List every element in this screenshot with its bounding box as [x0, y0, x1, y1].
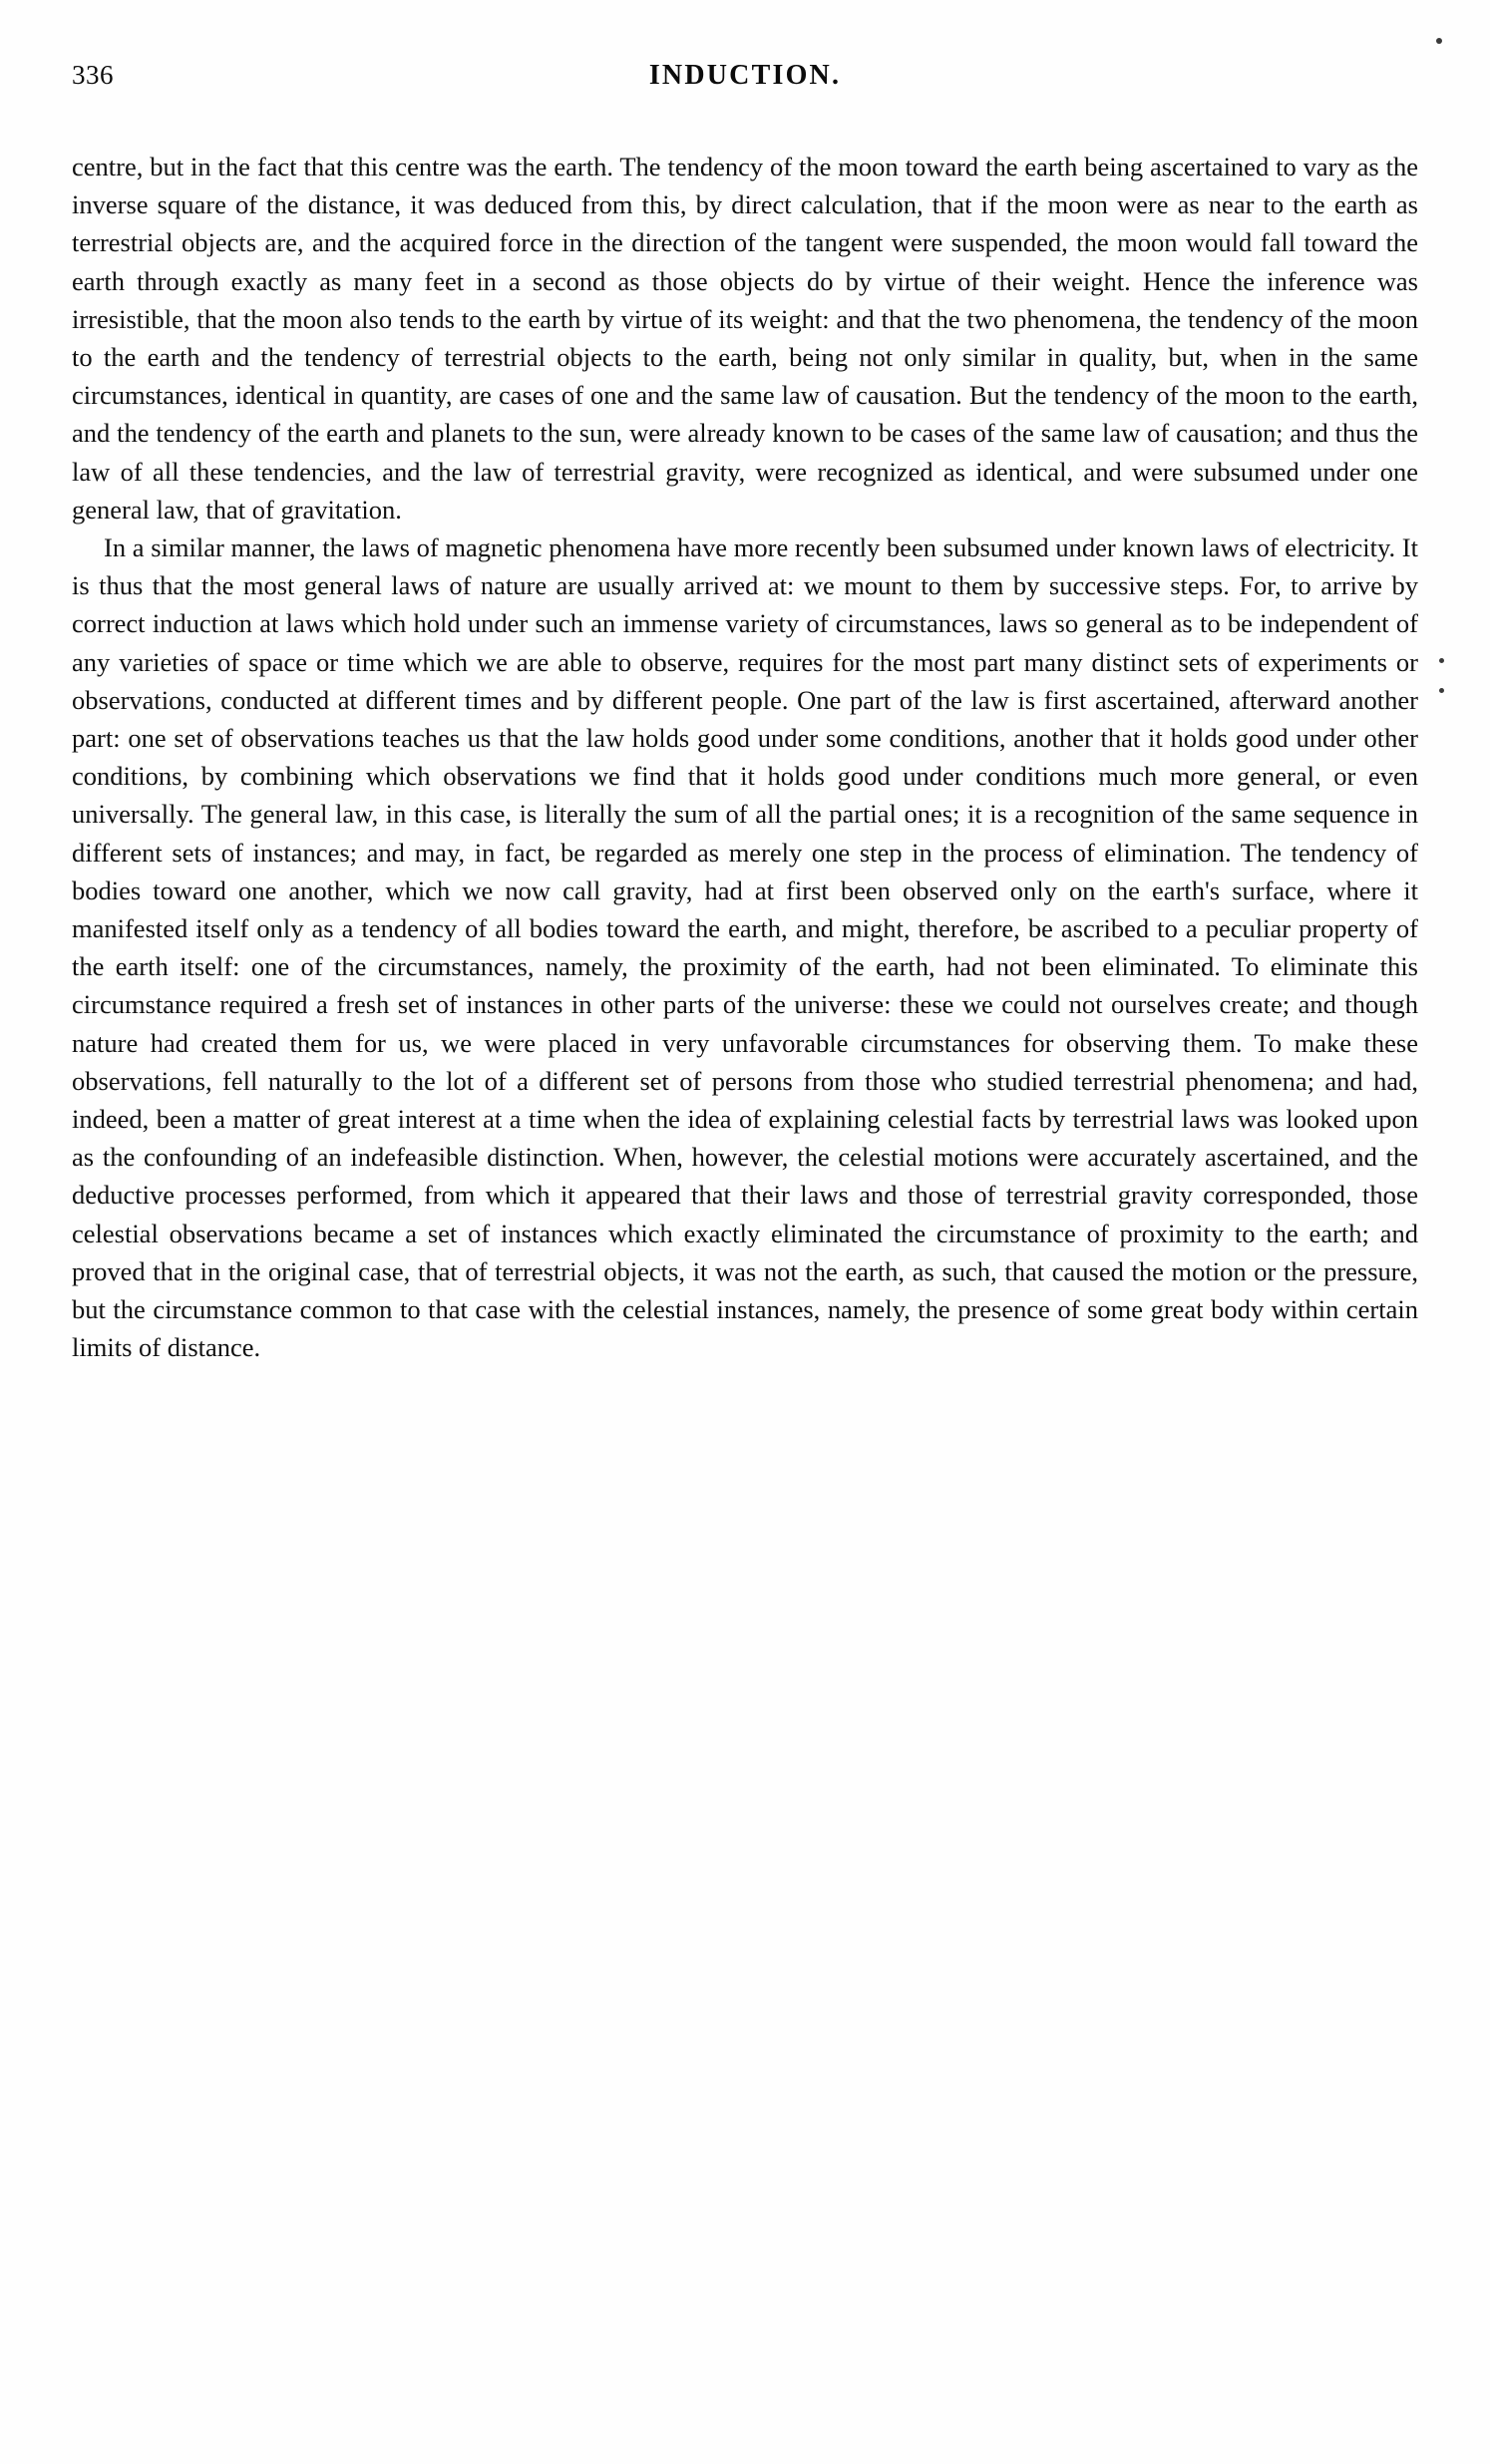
- page-body: [72, 148, 1418, 1367]
- speck-mark-icon: [1439, 688, 1444, 693]
- speck-mark-icon: [1439, 658, 1444, 663]
- running-head: INDUCTION.: [648, 60, 842, 91]
- speck-mark-icon: [1436, 38, 1442, 44]
- paragraph-1: centre, but in the fact that this centre was the earth. The tendency of the moon toward the earth being ascertained to vary as the inverse square of the distance, it was deduced from this, by direct calculation, that if the moon were as near to the earth as terrestrial objects are, and the acquired force in the direction of the tangent were suspended, the moon would fall toward the earth through exactly as many feet in a second as those objects do by virtue of their weight. Hence the inference was irresistible, that the moon also tends to the earth by virtue of its weight: and that the two phenomena, the tendency of the moon to the earth and the tendency of terrestrial objects to the earth, being not only similar in quality, but, when in the same circumstances, identical in quantity, are cases of one and the same law of causation. But the tendency of the moon to the earth, and the tendency of the earth and planets to the sun, were already known to be cases of the same law of causation; and thus the law of all these tendencies, and the law of terrestrial gravity, were recognized as identical, and were subsumed under one general law, that of gravitation.: [72, 152, 1418, 525]
- page-header: [0, 60, 1490, 100]
- paragraph-2: In a similar manner, the laws of magnetic phenomena have more recently been subsumed under known laws of electricity. It is thus that the most general laws of nature are usually arrived at: we mount to them by successive steps. For, to arrive by correct induction at laws which hold under such an immense variety of circumstances, laws so general as to be independent of any varieties of space or time which we are able to observe, requires for the most part many distinct sets of experiments or observations, conducted at different times and by different people. One part of the law is first ascertained, afterward another part: one set of observations teaches us that the law holds good under some conditions, another that it holds good under other conditions, by combining which observations we find that it holds good under conditions much more general, or even universally. The general law, in this case, is literally the sum of all the partial ones; it is a recognition of the same sequence in different sets of instances; and may, in fact, be regarded as merely one step in the process of elimination. The tendency of bodies toward one another, which we now call gravity, had at first been observed only on the earth's surface, where it manifested itself only as a tendency of all bodies toward the earth, and might, therefore, be ascribed to a peculiar property of the earth itself: one of the circumstances, namely, the proximity of the earth, had not been eliminated. To eliminate this circumstance required a fresh set of instances in other parts of the universe: these we could not ourselves create; and though nature had created them for us, we were placed in very unfavorable circumstances for observing them. To make these observations, fell naturally to the lot of a different set of persons from those who studied terrestrial phenomena; and had, indeed, been a matter of great interest at a time when the idea of explaining celestial facts by terrestrial laws was looked upon as the confounding of an indefeasible distinction. When, however, the celestial motions were accurately ascertained, and the deductive processes performed, from which it appeared that their laws and those of terrestrial gravity corresponded, those celestial observations became a set of instances which exactly eliminated the circumstance of proximity to the earth; and proved that in the original case, that of terrestrial objects, it was not the earth, as such, that caused the motion or the pressure, but the circumstance common to that case with the celestial instances, namely, the presence of some great body within certain limits of distance.: [72, 532, 1418, 1363]
- page-number: 336: [72, 60, 114, 90]
